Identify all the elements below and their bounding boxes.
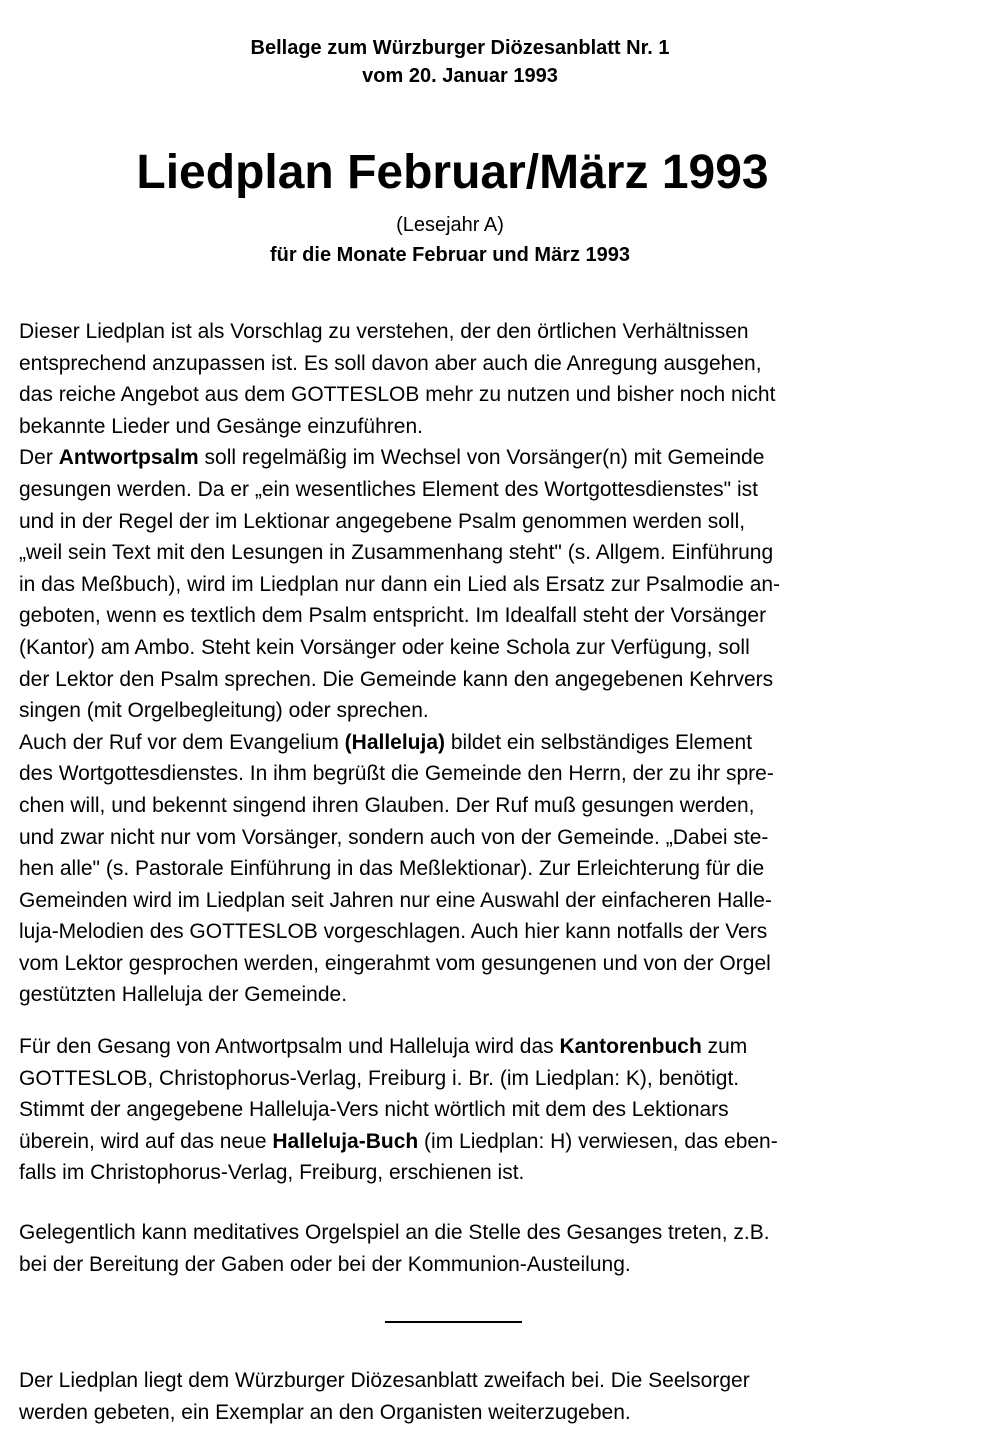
- subtitle: [0, 210, 900, 270]
- page-title: Liedplan Februar/März 1993: [136, 146, 769, 199]
- text-line: hen alle" (s. Pastorale Einführung in das Meßlektionar). Zur Erleichterung für die: [19, 857, 765, 881]
- halleluja-term: (Halleluja): [344, 730, 446, 754]
- text-line: singen (mit Orgelbegleitung) oder sprechen.: [19, 699, 429, 723]
- text-line: geboten, wenn es textlich dem Psalm entspricht. Im Idealfall steht der Vorsänger: [19, 604, 767, 628]
- text-segment: Für den Gesang von Antwortpsalm und Halleluja wird das: [19, 1035, 560, 1058]
- text-line: des Wortgottesdienstes. In ihm begrüßt die Gemeinde den Herrn, der zu ihr spre-: [19, 762, 774, 786]
- text-line: das reiche Angebot aus dem GOTTESLOB mehr zu nutzen und bisher noch nicht: [19, 383, 776, 407]
- intro-paragraph: [19, 316, 899, 1011]
- text-line: bekannte Lieder und Gesänge einzuführen.: [19, 414, 423, 438]
- text-line: Gelegentlich kann meditatives Orgelspiel an die Stelle des Gesanges treten, z.B.: [19, 1221, 770, 1244]
- closing-note-paragraph: [19, 1365, 899, 1428]
- text-line: falls im Christophorus-Verlag, Freiburg, erschienen ist.: [19, 1161, 525, 1185]
- orgelspiel-paragraph: [19, 1217, 899, 1280]
- text-segment: bildet ein selbständiges Element: [445, 730, 753, 754]
- document-header: [0, 34, 920, 90]
- text-line: gesungen werden. Da er „ein wesentliches Element des Wortgottesdienstes" ist: [19, 477, 758, 501]
- text-segment: soll regelmäßig im Wechsel von Vorsänger(n) mit Gemeinde: [198, 446, 765, 470]
- text-line: chen will, und bekennt singend ihren Glauben. Der Ruf muß gesungen werden,: [19, 793, 755, 817]
- text-segment: Auch der Ruf vor dem Evangelium: [19, 730, 345, 754]
- text-line: [19, 727, 899, 759]
- text-line: entsprechend anzupassen ist. Es soll davon aber auch die Anregung ausgehen,: [19, 351, 762, 375]
- text-line: in das Meßbuch), wird im Liedplan nur dann ein Lied als Ersatz zur Psalmodie an-: [19, 572, 781, 596]
- subtitle-months: für die Monate Februar und März 1993: [269, 244, 631, 266]
- antwortpsalm-term: Antwortpsalm: [58, 446, 199, 470]
- text-segment: überein, wird auf das neue: [19, 1129, 273, 1153]
- text-line: bei der Bereitung der Gaben oder bei der Kommunion-Austeilung.: [19, 1252, 631, 1276]
- text-line: [19, 1126, 899, 1158]
- text-line: luja-Melodien des GOTTESLOB vorgeschlagen. Auch hier kann notfalls der Vers: [19, 920, 768, 944]
- text-line: der Lektor den Psalm sprechen. Die Gemeinde kann den angegebenen Kehrvers: [19, 667, 774, 691]
- text-line: vom Lektor gesprochen werden, eingerahmt vom gesungenen und von der Orgel: [19, 951, 771, 975]
- halleluja-buch-term: Halleluja-Buch: [272, 1129, 419, 1153]
- text-line: Dieser Liedplan ist als Vorschlag zu verstehen, der den örtlichen Verhältnissen: [19, 320, 749, 343]
- text-segment: Der: [19, 446, 59, 470]
- text-line: [19, 1031, 899, 1063]
- kantorenbuch-term: Kantorenbuch: [559, 1035, 702, 1058]
- text-line: Der Liedplan liegt dem Würzburger Diözesanblatt zweifach bei. Die Seelsorger: [19, 1369, 750, 1392]
- text-segment: (im Liedplan: H) verwiesen, das eben-: [418, 1129, 778, 1153]
- text-line: [19, 442, 899, 474]
- header-line-1: Bellage zum Würzburger Diözesanblatt Nr. 1: [250, 37, 670, 59]
- text-line: gestützten Halleluja der Gemeinde.: [19, 983, 348, 1007]
- subtitle-lesejahr: (Lesejahr A): [396, 214, 504, 236]
- text-line: GOTTESLOB, Christophorus-Verlag, Freiburg i. Br. (im Liedplan: K), benötigt.: [19, 1066, 740, 1090]
- header-line-2: vom 20. Januar 1993: [362, 65, 558, 87]
- text-line: „weil sein Text mit den Lesungen in Zusammenhang steht" (s. Allgem. Einführung: [19, 541, 774, 565]
- text-line: und in der Regel der im Lektionar angegebene Psalm genommen werden soll,: [19, 509, 746, 533]
- separator-rule: [385, 1321, 522, 1323]
- kantorenbuch-paragraph: [19, 1031, 899, 1189]
- text-line: Stimmt der angegebene Halleluja-Vers nicht wörtlich mit dem des Lektionars: [19, 1098, 729, 1122]
- text-line: und zwar nicht nur vom Vorsänger, sondern auch von der Gemeinde. „Dabei ste-: [19, 825, 769, 849]
- text-line: werden gebeten, ein Exemplar an den Organisten weiterzugeben.: [19, 1400, 631, 1424]
- text-line: Gemeinden wird im Liedplan seit Jahren nur eine Auswahl der einfacheren Halle-: [19, 888, 772, 912]
- text-line: (Kantor) am Ambo. Steht kein Vorsänger oder keine Schola zur Verfügung, soll: [19, 635, 750, 659]
- text-segment: zum: [701, 1035, 748, 1058]
